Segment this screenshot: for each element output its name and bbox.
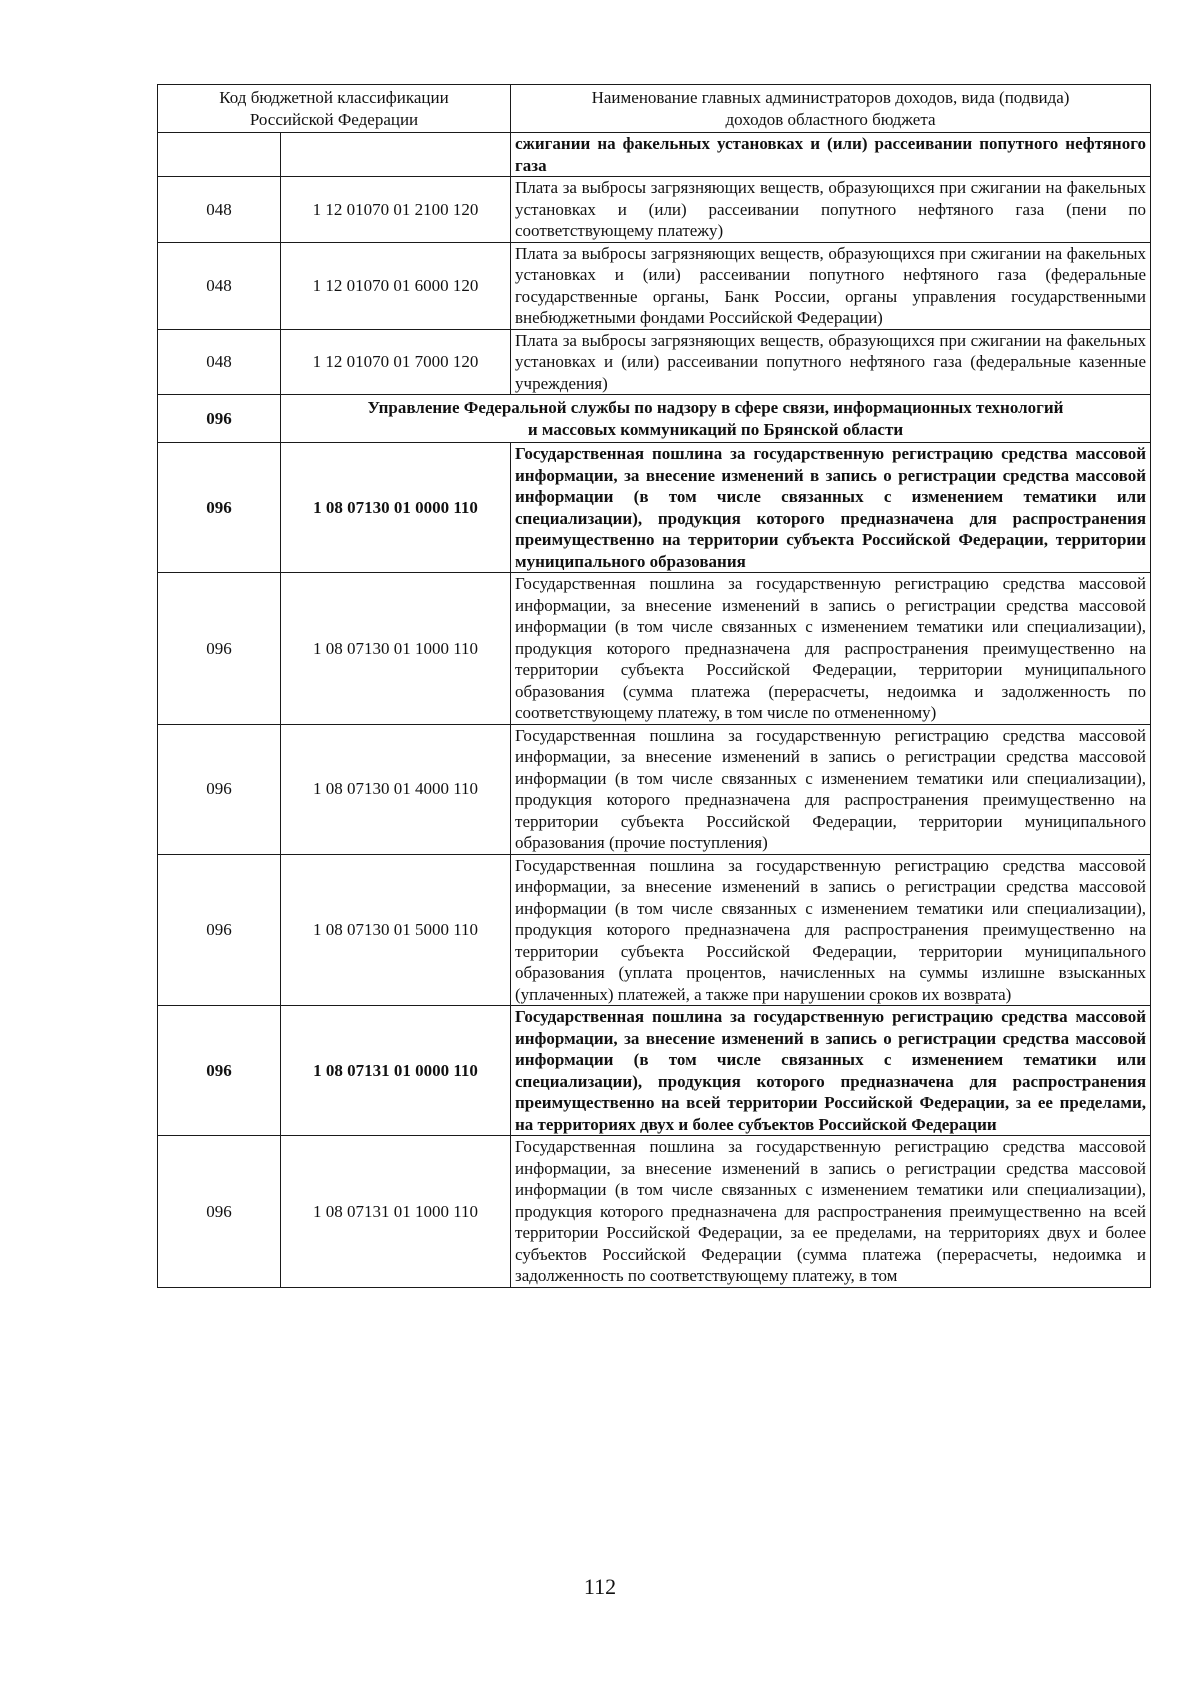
- revenue-name-cell: Плата за выбросы загрязняющих веществ, образующихся при сжигании на факельных установках и (или) рассеивании попутного нефтяного газа (федеральные государственные органы, Банк России, органы управления государственными внебюджетными фондами Российской Федерации): [511, 242, 1151, 329]
- table-row: [158, 573, 1151, 725]
- kbk-code-cell: 1 12 01070 01 6000 120: [281, 242, 511, 329]
- section-title-line2: и массовых коммуникаций по Брянской области: [527, 419, 904, 439]
- kbk-code-cell: 1 12 01070 01 2100 120: [281, 177, 511, 243]
- admin-code-cell: 096: [158, 1006, 281, 1136]
- revenue-name-cell: Плата за выбросы загрязняющих веществ, образующихся при сжигании на факельных установках и (или) рассеивании попутного нефтяного газа (федеральные казенные учреждения): [511, 329, 1151, 395]
- table-row: [158, 854, 1151, 1006]
- section-title: [281, 395, 1151, 443]
- kbk-code-cell: 1 08 07130 01 1000 110: [281, 573, 511, 725]
- kbk-code-cell: 1 08 07130 01 5000 110: [281, 854, 511, 1006]
- kbk-code-cell: 1 08 07131 01 0000 110: [281, 1006, 511, 1136]
- code-header-line1: Код бюджетной классификации: [219, 88, 449, 107]
- page-number: 112: [583, 1574, 617, 1599]
- section-admin-code: 096: [158, 395, 281, 443]
- admin-code-cell: [158, 133, 281, 177]
- table-row: [158, 242, 1151, 329]
- admin-code-cell: 096: [158, 854, 281, 1006]
- name-header-line1: Наименование главных администраторов доходов, вида (подвида): [591, 88, 1070, 107]
- kbk-code-cell: 1 08 07131 01 1000 110: [281, 1136, 511, 1288]
- admin-code-cell: 096: [158, 724, 281, 854]
- table-row: [158, 177, 1151, 243]
- revenue-name-cell: Государственная пошлина за государственную регистрацию средства массовой информации, за внесение изменений в запись о регистрации средства массовой информации (в том числе связанных с изменением тематики или специализации), продукция которого предназначена для распространения преимущественно на территории субъекта Российской Федерации, территории муниципального образования (прочие поступления): [511, 724, 1151, 854]
- admin-code-cell: 096: [158, 573, 281, 725]
- code-column-header: [158, 85, 511, 133]
- revenue-name-cell: Государственная пошлина за государственную регистрацию средства массовой информации, за внесение изменений в запись о регистрации средства массовой информации (в том числе связанных с изменением тематики или специализации), продукция которого предназначена для распространения преимущественно на территории субъекта Российской Федерации, территории муниципального образования (уплата процентов, начисленных на суммы излишне взысканных (уплаченных) платежей, а также при нарушении сроков их возврата): [511, 854, 1151, 1006]
- admin-code-cell: 048: [158, 242, 281, 329]
- kbk-code-cell: 1 12 01070 01 7000 120: [281, 329, 511, 395]
- name-header-line2: доходов областного бюджета: [725, 109, 936, 129]
- admin-code-cell: 048: [158, 329, 281, 395]
- table-row: [158, 329, 1151, 395]
- revenue-name-cell: Государственная пошлина за государственную регистрацию средства массовой информации, за внесение изменений в запись о регистрации средства массовой информации (в том числе связанных с изменением тематики или специализации), продукция которого предназначена для распространения преимущественно на территории субъекта Российской Федерации, территории муниципального образования: [511, 443, 1151, 573]
- kbk-code-cell: 1 08 07130 01 0000 110: [281, 443, 511, 573]
- table-row: [158, 133, 1151, 177]
- revenue-name-cell: Плата за выбросы загрязняющих веществ, образующихся при сжигании на факельных установках и (или) рассеивании попутного нефтяного газа (пени по соответствующему платежу): [511, 177, 1151, 243]
- revenue-name-cell: Государственная пошлина за государственную регистрацию средства массовой информации, за внесение изменений в запись о регистрации средства массовой информации (в том числе связанных с изменением тематики или специализации), продукция которого предназначена для распространения преимущественно на территории субъекта Российской Федерации, территории муниципального образования (сумма платежа (перерасчеты, недоимка и задолженность по соответствующему платежу, в том числе по отмененному): [511, 573, 1151, 725]
- kbk-code-cell: [281, 133, 511, 177]
- kbk-code-cell: 1 08 07130 01 4000 110: [281, 724, 511, 854]
- admin-code-cell: 096: [158, 1136, 281, 1288]
- table-header-row: [158, 85, 1151, 133]
- code-header-line2: Российской Федерации: [249, 109, 419, 129]
- table-row: [158, 1006, 1151, 1136]
- table-row: [158, 443, 1151, 573]
- budget-classification-table: [157, 84, 1151, 1288]
- section-header-row: [158, 395, 1151, 443]
- table-row: [158, 724, 1151, 854]
- table-row: [158, 1136, 1151, 1288]
- revenue-name-cell: сжигании на факельных установках и (или) рассеивании попутного нефтяного газа: [511, 133, 1151, 177]
- revenue-name-cell: Государственная пошлина за государственную регистрацию средства массовой информации, за внесение изменений в запись о регистрации средства массовой информации (в том числе связанных с изменением тематики или специализации), продукция которого предназначена для распространения преимущественно на всей территории Российской Федерации, за ее пределами, на территориях двух и более субъектов Российской Федерации: [511, 1006, 1151, 1136]
- name-column-header: [511, 85, 1151, 133]
- section-title-line1: Управление Федеральной службы по надзору в сфере связи, информационных технологий: [367, 398, 1064, 417]
- admin-code-cell: 048: [158, 177, 281, 243]
- revenue-name-cell: Государственная пошлина за государственную регистрацию средства массовой информации, за внесение изменений в запись о регистрации средства массовой информации (в том числе связанных с изменением тематики или специализации), продукция которого предназначена для распространения преимущественно на всей территории Российской Федерации, за ее пределами, на территориях двух и более субъектов Российской Федерации (сумма платежа (перерасчеты, недоимка и задолженность по соответствующему платежу, в том: [511, 1136, 1151, 1288]
- admin-code-cell: 096: [158, 443, 281, 573]
